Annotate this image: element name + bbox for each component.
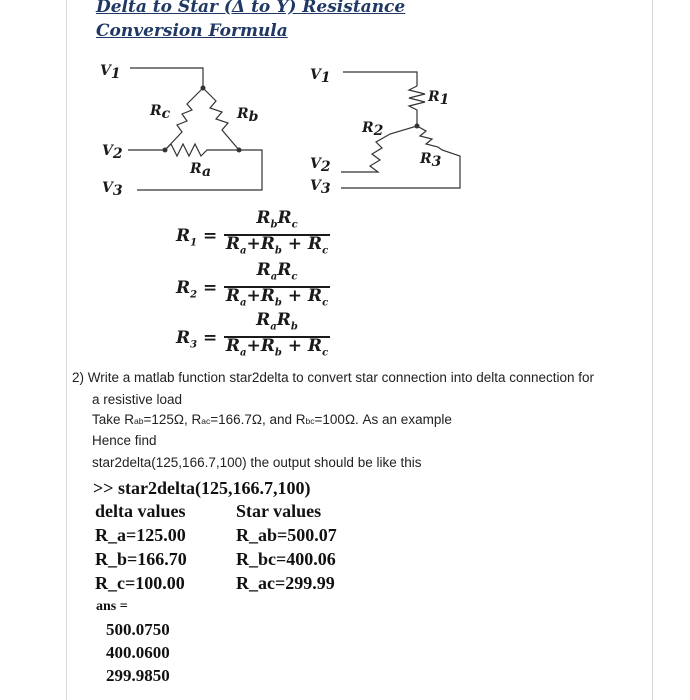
resistor-ra — [165, 144, 239, 156]
ans-label: ans = — [96, 599, 128, 614]
rc-label: Rc — [150, 103, 171, 122]
ra-label: Ra — [190, 161, 212, 180]
right-v2-label: V2 — [310, 156, 331, 175]
right-v1-label: V1 — [310, 67, 331, 86]
output-command: >> star2delta(125,166.7,100) — [93, 478, 311, 498]
question-hence: Hence find — [92, 433, 157, 448]
delta-value-rc: R_c=100.00 — [95, 573, 185, 593]
question-call: star2delta(125,166.7,100) the output should be like this — [92, 455, 422, 470]
formula-numerator: $R_aR_c$ — [256, 260, 298, 283]
left-v3-label: V3 — [102, 180, 123, 199]
left-v2-label: V2 — [102, 143, 123, 162]
resistor-rc — [165, 88, 203, 150]
star-value-rbc: R_bc=400.06 — [236, 549, 336, 569]
star-values-header: Star values — [236, 501, 322, 521]
ans-value-1: 500.0750 — [106, 620, 170, 639]
title-line-2: Conversion Formula — [96, 21, 288, 41]
r3-label: R3 — [420, 151, 442, 170]
star-network-wires — [341, 72, 460, 188]
formula-numerator: $R_aR_b$ — [256, 310, 298, 333]
right-v3-label: V3 — [310, 178, 331, 197]
formula-lhs: $R_2$ = — [176, 278, 218, 301]
delta-star-circuits — [0, 0, 690, 220]
resistor-rb — [203, 88, 239, 150]
formula-denominator: $R_a+R_b + R_c$ — [225, 286, 329, 309]
formula-denominator: $R_a+R_b + R_c$ — [225, 336, 329, 359]
rb-label: Rb — [237, 106, 259, 125]
star-value-rac: R_ac=299.99 — [236, 573, 335, 593]
delta-value-rb: R_b=166.70 — [95, 549, 187, 569]
r2-label: R2 — [362, 120, 384, 139]
formula-numerator: $R_bR_c$ — [256, 208, 298, 231]
question-line-1: 2) Write a matlab function star2delta to convert star connection into delta connection for — [72, 370, 595, 385]
r1-label: R1 — [428, 89, 450, 108]
delta-values-header: delta values — [95, 501, 186, 521]
question-take-values: Take Rab=125Ω, Rac=166.7Ω, and Rbc=100Ω. As an example — [92, 412, 452, 427]
ans-value-3: 299.9850 — [106, 666, 170, 685]
delta-value-ra: R_a=125.00 — [95, 525, 186, 545]
formula-denominator: $R_a+R_b + R_c$ — [225, 234, 329, 257]
formula-lhs: $R_3$ = — [176, 328, 218, 351]
left-v1-label: V1 — [100, 63, 121, 82]
star-value-rab: R_ab=500.07 — [236, 525, 337, 545]
ans-value-2: 400.0600 — [106, 643, 170, 662]
formula-lhs: $R_1$ = — [176, 226, 218, 249]
title-line-1: Delta to Star (Δ to Y) Resistance — [96, 0, 406, 17]
question-line-2: a resistive load — [92, 392, 183, 407]
